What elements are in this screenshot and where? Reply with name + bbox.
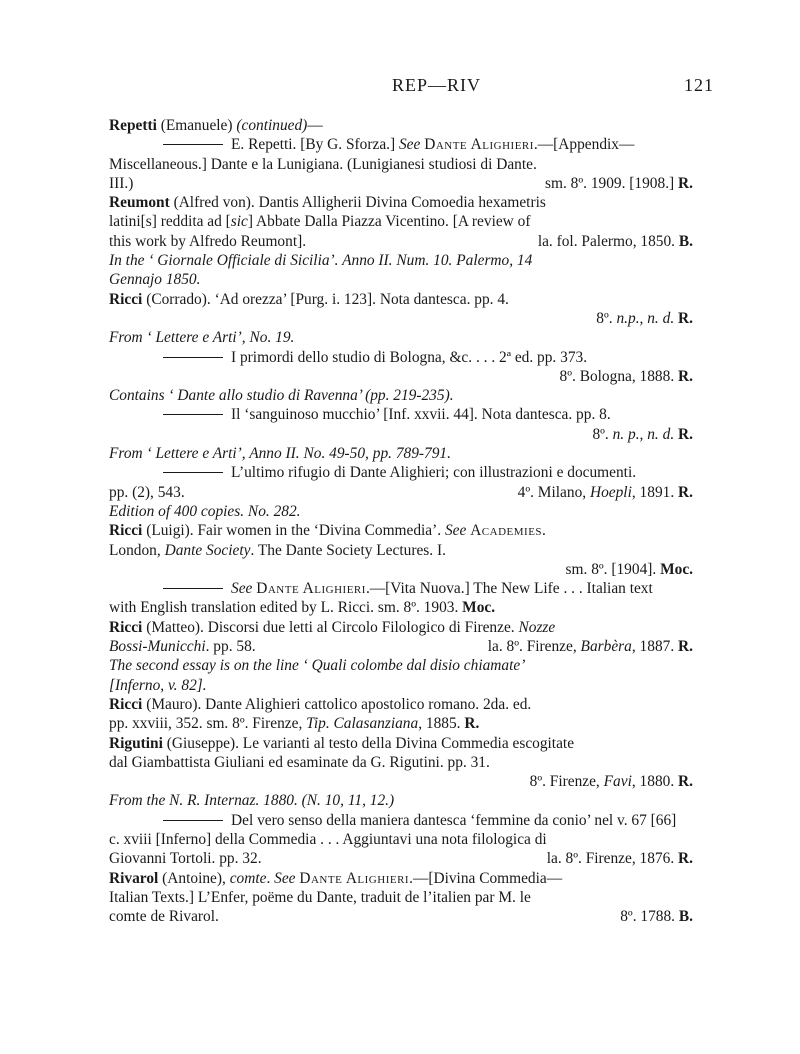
text-run: (Mauro). Dante Alighieri cattolico apostolico romano. 2da. ed. (142, 695, 532, 713)
text-line (109, 637, 693, 656)
entry-heading: Ricci (109, 522, 143, 540)
text-run: 8º. 1788. (620, 908, 679, 926)
small-caps-text: Dante Alighieri (299, 869, 410, 887)
text-line (109, 463, 693, 482)
text-line (109, 309, 693, 328)
small-caps-text: Academies (470, 522, 543, 540)
text-run: I primordi dello studio di Bologna, &c. . . . 2ª ed. pp. 373. (231, 348, 588, 366)
text-line (109, 367, 693, 386)
text-line (109, 212, 693, 231)
entry-line (109, 193, 693, 212)
italic-text: Dante Society (164, 541, 251, 559)
text-line (109, 811, 693, 830)
italic-text: In the ‘ Giornale Officiale di Sicilia’. Anno II. Num. 10. Palermo, 14 (109, 252, 533, 270)
library-code: R. (678, 309, 693, 327)
text-line (109, 753, 693, 772)
text-line (109, 676, 693, 695)
text-run: latini[s] reddita ad [ (109, 213, 231, 231)
text-run: London, (109, 541, 165, 559)
repeat-author-dash (163, 820, 223, 821)
library-code: Moc. (462, 599, 496, 617)
small-caps-text: Dante Alighieri (256, 580, 366, 598)
text-run: this work by Alfredo Reumont]. (109, 232, 307, 250)
text-run: . pp. 58. (205, 638, 256, 656)
text-run: (Corrado). ‘Ad orezza’ [Purg. i. 123]. Nota dantesca. pp. 4. (142, 290, 509, 308)
text-line (109, 425, 693, 444)
text-line (109, 251, 693, 270)
text-run: E. Repetti. [By G. Sforza.] (231, 136, 399, 154)
imprint (518, 483, 693, 502)
italic-text: The second essay is on the line ‘ Quali colombe dal disio chiamate’ (109, 657, 526, 675)
text-line (109, 444, 693, 463)
text-run: (Matteo). Discorsi due letti al Circolo Filologico di Firenze. (142, 618, 519, 636)
running-head-title: REP—RIV (392, 75, 482, 95)
text-line (109, 405, 693, 424)
text-line (109, 270, 693, 289)
text-run: , 1885. (418, 715, 465, 733)
italic-text: Favi (603, 773, 632, 791)
text-line (109, 579, 693, 598)
italic-text: Barbèra (580, 638, 632, 656)
repeat-author-dash (163, 472, 223, 473)
imprint (538, 232, 693, 251)
text-run: Giovanni Tortoli. pp. 32. (109, 850, 262, 868)
library-code: R. (678, 367, 693, 385)
text-line (109, 483, 693, 502)
text-run: 8º. Bologna, 1888. (559, 367, 679, 385)
text-run: la. 8º. Firenze, (487, 638, 581, 656)
text-run: Miscellaneous.] Dante e la Lunigiana. (Lunigianesi studiosi di Dante. (109, 155, 537, 173)
entry-heading: Rivarol (109, 869, 159, 887)
text-line (109, 348, 693, 367)
italic-text: (continued) (236, 117, 308, 134)
repeat-author-dash (163, 357, 223, 358)
text-line (109, 888, 693, 907)
text-run: III.) (109, 174, 134, 192)
imprint (547, 849, 693, 868)
text-run: Il ‘sanguinoso mucchio’ [Inf. xxvii. 44]. Nota dantesca. pp. 8. (231, 406, 611, 424)
italic-text: comte (229, 869, 267, 887)
text-run: . (266, 869, 275, 887)
text-line (109, 907, 693, 926)
italic-text: Gennajo 1850. (109, 271, 201, 289)
entry-line (109, 116, 693, 135)
entry-heading: Repetti (109, 117, 157, 134)
running-head (0, 75, 800, 105)
italic-text: Tip. Calasanziana (306, 715, 419, 733)
text-run: with English translation edited by L. Ricci. sm. 8º. 1903. (109, 599, 463, 617)
text-run: Italian Texts.] L’Enfer, poëme du Dante, traduit de l’italien par M. le (109, 888, 531, 906)
library-code: R. (678, 773, 693, 791)
small-caps-text: Dante Alighieri (424, 136, 534, 154)
bibliography-entries (109, 116, 693, 926)
text-line (109, 830, 693, 849)
text-run: 8º. (592, 425, 613, 443)
library-code: B. (678, 232, 693, 250)
entry-line (109, 869, 693, 888)
text-run: Del vero senso della maniera dantesca ‘femmine da conio’ nel v. 67 [66] (231, 811, 677, 829)
library-code: R. (678, 483, 693, 501)
italic-text: n. p., n. d. (612, 425, 675, 443)
entry-heading: Ricci (109, 695, 143, 713)
repeat-author-dash (163, 144, 223, 145)
entry-line (109, 734, 693, 753)
page-number: 121 (684, 75, 714, 95)
text-line (109, 155, 693, 174)
library-code: R. (678, 638, 693, 656)
text-line (109, 656, 693, 675)
text-run: .—[Appendix— (533, 136, 635, 154)
repeat-author-dash (163, 414, 223, 415)
text-run: 8º. Firenze, (529, 773, 604, 791)
text-run: c. xviii [Inferno] della Commedia . . . Aggiuntavi una nota filologica di (109, 830, 547, 848)
library-code: R. (678, 174, 693, 192)
italic-text: Contains ‘ Dante allo studio di Ravenna’ (pp. 219-235). (109, 387, 454, 405)
text-run: . The Dante Society Lectures. I. (250, 541, 446, 559)
entry-line (109, 521, 693, 540)
italic-text: Nozze (518, 618, 556, 636)
italic-text: Bossi-Municchi (109, 638, 206, 656)
entry-heading: Reumont (109, 194, 170, 212)
library-code: B. (678, 908, 693, 926)
text-line (109, 135, 693, 154)
italic-text: From ‘ Lettere e Arti’, No. 19. (109, 329, 295, 347)
text-run: , 1887. (631, 638, 679, 656)
entry-heading: Ricci (109, 618, 143, 636)
text-run: , 1880. (631, 773, 679, 791)
text-line (109, 386, 693, 405)
text-run: 4º. Milano, (517, 483, 590, 501)
text-line (109, 541, 693, 560)
text-run: .—[Divina Commedia— (409, 869, 563, 887)
imprint (545, 174, 693, 193)
text-run: L’ultimo rifugio di Dante Alighieri; con illustrazioni e documenti. (231, 464, 637, 482)
italic-text: Edition of 400 copies. No. 282. (109, 502, 301, 520)
library-code: R. (678, 850, 693, 868)
text-run: .—[Vita Nuova.] The New Life . . . Italian text (365, 580, 653, 598)
italic-text: From the N. R. Internaz. 1880. (N. 10, 11, 12.) (109, 792, 395, 810)
text-run: — (307, 117, 323, 134)
entry-line (109, 290, 693, 309)
text-line (109, 598, 693, 617)
text-run: sm. 8º. 1909. [1908.] (545, 174, 679, 192)
italic-text: From ‘ Lettere e Arti’, Anno II. No. 49-50, pp. 789-791. (109, 445, 451, 463)
imprint (488, 637, 693, 656)
text-line (109, 502, 693, 521)
italic-text: [Inferno, v. 82]. (109, 676, 207, 694)
text-run: la. 8º. Firenze, 1876. (546, 850, 679, 868)
entry-heading: Rigutini (109, 734, 163, 752)
italic-text: See (444, 522, 467, 540)
text-line (109, 791, 693, 810)
text-line (109, 560, 693, 579)
text-run: dal Giambattista Giuliani ed esaminate da G. Rigutini. pp. 31. (109, 753, 490, 771)
entry-heading: Ricci (109, 290, 143, 308)
text-line (109, 714, 693, 733)
library-code: Moc. (660, 560, 693, 578)
text-run: (Antoine), (158, 869, 230, 887)
text-line (109, 174, 693, 193)
text-line (109, 772, 693, 791)
italic-text: See (398, 136, 421, 154)
text-line (109, 849, 693, 868)
text-run: pp. xxviii, 352. sm. 8º. Firenze, (109, 715, 307, 733)
text-run: pp. (2), 543. (109, 483, 185, 501)
italic-text: sic (230, 213, 248, 231)
text-run: 8º. (596, 309, 617, 327)
italic-text: See (231, 580, 253, 598)
entry-line (109, 695, 693, 714)
text-run: . (542, 522, 546, 540)
text-run: (Giuseppe). Le varianti al testo della Divina Commedia escogitate (162, 734, 575, 752)
italic-text: n.p., n. d. (616, 309, 675, 327)
text-run: (Emanuele) (156, 117, 237, 134)
library-code: R. (678, 425, 693, 443)
text-run: (Luigi). Fair women in the ‘Divina Commedia’. (142, 522, 445, 540)
text-run: la. fol. Palermo, 1850. (537, 232, 679, 250)
text-run: comte de Rivarol. (109, 908, 219, 926)
entry-line (109, 618, 693, 637)
text-run: (Alfred von). Dantis Alligherii Divina Comoedia hexametris (169, 194, 546, 212)
text-line (109, 232, 693, 251)
repeat-author-dash (163, 588, 223, 589)
text-line (109, 328, 693, 347)
text-run: , 1891. (631, 483, 679, 501)
text-run: sm. 8º. [1904]. (565, 560, 661, 578)
imprint (620, 907, 693, 926)
italic-text: See (274, 869, 296, 887)
library-code: R. (464, 715, 480, 733)
text-run: ] Abbate Dalla Piazza Vicentino. [A review of (247, 213, 531, 231)
italic-text: Hoepli (589, 483, 632, 501)
